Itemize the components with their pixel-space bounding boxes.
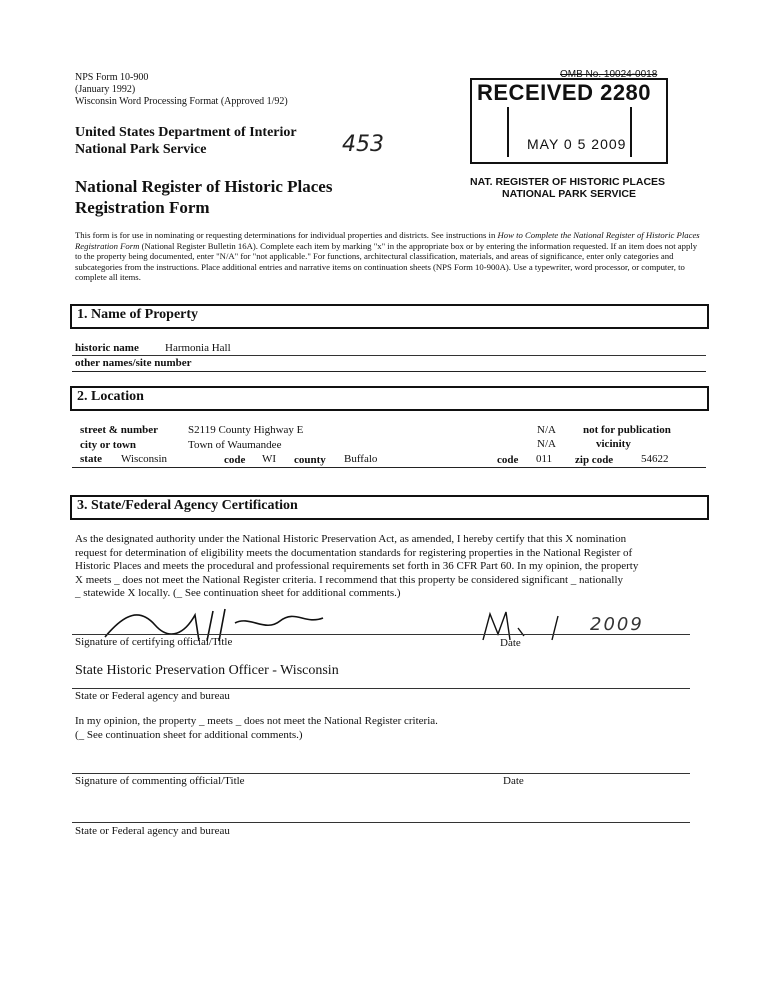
received-label: RECEIVED 2280 — [477, 80, 652, 105]
agency-rule — [72, 688, 690, 689]
instructions-bulletin-title: How to Complete the National Register of Historic Places Registration Form — [75, 230, 700, 251]
stamp-bracket-right — [630, 107, 632, 157]
form-number: NPS Form 10-900 — [75, 72, 149, 83]
certification-paragraph — [75, 533, 715, 601]
cert-line-4: X meets _ does not meet the National Register criteria. I recommend that this property be considered significant _ nationally — [75, 573, 624, 586]
section-2-title: 2. Location — [77, 389, 144, 404]
signature-rule — [72, 634, 690, 635]
state-code-value: WI — [262, 453, 277, 465]
state-label: state — [80, 453, 102, 465]
opinion-line-2: (_ See continuation sheet for additional comments.) — [75, 729, 303, 741]
instructions-paragraph — [75, 230, 703, 283]
other-names-label: other names/site number — [75, 357, 192, 369]
county-code-value: 011 — [536, 453, 553, 465]
city-na: N/A — [537, 438, 556, 450]
comment-signature-rule — [72, 773, 690, 774]
comment-signature-label: Signature of commenting official/Title — [75, 775, 245, 787]
instructions-part-1: This form is for use in nominating or requesting determinations for individual properties and districts. See instructions in — [75, 230, 498, 240]
section-2-header — [70, 386, 709, 411]
section-3-header — [70, 495, 709, 520]
zip-label: zip code — [575, 454, 614, 466]
historic-name-label: historic name — [75, 342, 139, 354]
other-names-rule — [72, 371, 706, 372]
state-code-label: code — [224, 454, 246, 466]
stamp-box — [470, 78, 668, 164]
street-na: N/A — [537, 424, 556, 436]
instructions-part-2: (National Register Bulletin 16A). Complete each item by marking "x" in the appropriate box or by entering the information requested. If an item does not apply to the property being documented, enter "N/A" for "not applicable." For functions, architectural classification, materials, and areas of significance, enter only categories and subcategories from the instructions. Place additional entries and narrative items on continuation sheets (NPS Form 10-900A). Use a typewriter, word processor, or computer, to complete all items. — [75, 240, 698, 282]
not-for-publication-label: not for publication — [583, 424, 671, 436]
county-code-label: code — [497, 454, 519, 466]
opinion-line-1: In my opinion, the property _ meets _ does not meet the National Register criteria. — [75, 715, 438, 727]
stamp-line-2: NATIONAL PARK SERVICE — [502, 188, 636, 200]
county-value: Buffalo — [344, 453, 378, 465]
vicinity-label: vicinity — [596, 438, 631, 450]
form-subtitle: Registration Form — [75, 198, 210, 217]
state-value: Wisconsin — [121, 453, 167, 465]
service-name: National Park Service — [75, 142, 207, 157]
stamp-bracket-left — [507, 107, 509, 157]
department-name: United States Department of Interior — [75, 125, 297, 140]
comment-date-label: Date — [503, 775, 524, 787]
section-1-header — [70, 304, 709, 329]
agency-label-2: State or Federal agency and bureau — [75, 825, 230, 837]
section-3-title: 3. State/Federal Agency Certification — [77, 498, 298, 513]
officer-title: State Historic Preservation Officer - Wisconsin — [75, 663, 339, 678]
street-value: S2119 County Highway E — [188, 424, 304, 436]
signature-label: Signature of certifying official/Title — [75, 636, 233, 648]
zip-value: 54622 — [641, 453, 669, 465]
agency-rule-2 — [72, 822, 690, 823]
handwritten-number: 453 — [342, 132, 384, 157]
handwritten-date: 2009 — [590, 614, 644, 635]
historic-name-rule — [72, 355, 706, 356]
cert-line-2: request for determination of eligibility meets the documentation standards for registering properties in the National Register of — [75, 546, 633, 559]
format-note: Wisconsin Word Processing Format (Approved 1/92) — [75, 96, 288, 107]
stamp-line-1: NAT. REGISTER OF HISTORIC PLACES — [470, 176, 666, 188]
cert-line-3: Historic Places and meets the procedural and professional requirements set forth in 36 CFR Part 60. In my opinion, the property — [75, 560, 639, 572]
county-label: county — [294, 454, 326, 466]
cert-line-1: As the designated authority under the National Historic Preservation Act, as amended, I hereby certify that this X nomination — [75, 533, 627, 545]
location-rule — [72, 467, 706, 468]
city-label: city or town — [80, 439, 137, 451]
form-date: (January 1992) — [75, 84, 136, 95]
received-stamp — [470, 69, 666, 202]
form-title: National Register of Historic Places — [75, 177, 333, 196]
city-value: Town of Waumandee — [188, 439, 282, 451]
street-label: street & number — [80, 424, 158, 436]
historic-name-value: Harmonia Hall — [165, 342, 231, 354]
omb-number: OMB No. 10024-0018 — [560, 69, 658, 80]
stamp-date: MAY 0 5 2009 — [527, 136, 627, 152]
cert-line-5: _ statewide X locally. (_ See continuation sheet for additional comments.) — [75, 587, 401, 599]
section-1-title: 1. Name of Property — [77, 307, 199, 322]
agency-label: State or Federal agency and bureau — [75, 690, 230, 702]
date-label: Date — [500, 637, 521, 649]
